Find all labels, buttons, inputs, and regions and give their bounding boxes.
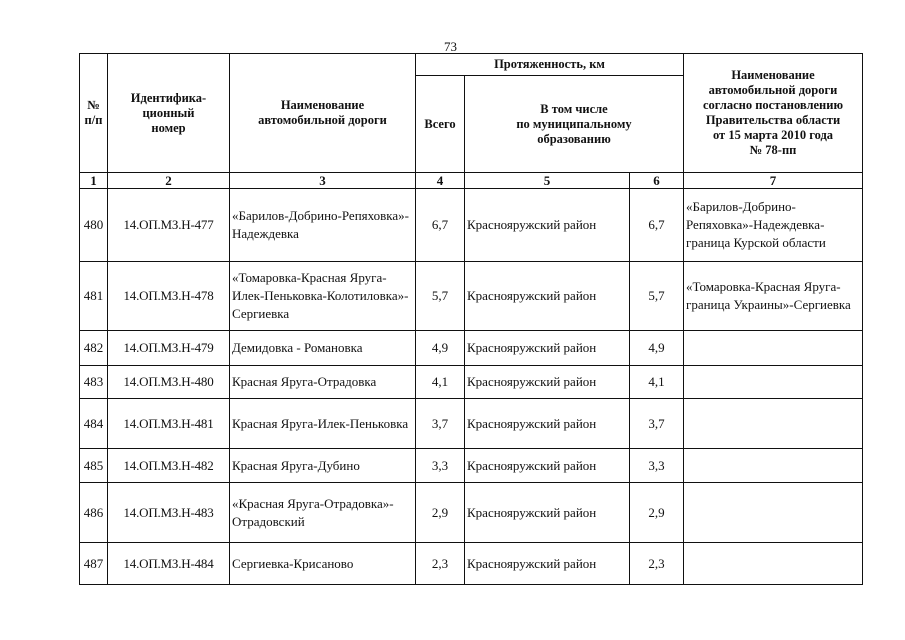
road-ident: 14.ОП.МЗ.Н-479 (108, 331, 230, 366)
header-num: № п/п (80, 54, 108, 173)
road-name: Красная Яруга-Отрадовка (230, 366, 416, 399)
decree-road-name (684, 449, 863, 483)
column-number: 2 (108, 173, 230, 189)
district-length: 6,7 (630, 189, 684, 262)
header-municipal: В том числе по муниципальному образованию (465, 76, 684, 173)
header-decree-name: Наименование автомобильной дороги согласно постановлению Правительства области от 15 марта 2010 года № 78-пп (684, 54, 863, 173)
length-total: 5,7 (416, 262, 465, 331)
district-name: Краснояружский район (465, 483, 630, 543)
decree-road-name (684, 399, 863, 449)
header-total: Всего (416, 76, 465, 173)
row-number: 486 (80, 483, 108, 543)
road-ident: 14.ОП.МЗ.Н-482 (108, 449, 230, 483)
column-numbers-row (80, 173, 863, 189)
length-total: 2,3 (416, 543, 465, 585)
column-number: 7 (684, 173, 863, 189)
district-length: 3,3 (630, 449, 684, 483)
decree-road-name: «Томаровка-Красная Яруга-граница Украины»-Сергиевка (684, 262, 863, 331)
district-length: 4,9 (630, 331, 684, 366)
length-total: 3,3 (416, 449, 465, 483)
length-total: 2,9 (416, 483, 465, 543)
road-ident: 14.ОП.МЗ.Н-483 (108, 483, 230, 543)
table-row (80, 449, 863, 483)
road-ident: 14.ОП.МЗ.Н-480 (108, 366, 230, 399)
table-row (80, 262, 863, 331)
decree-road-name (684, 543, 863, 585)
road-name: Красная Яруга-Илек-Пеньковка (230, 399, 416, 449)
road-name: Сергиевка-Крисаново (230, 543, 416, 585)
row-number: 482 (80, 331, 108, 366)
column-number: 5 (465, 173, 630, 189)
district-name: Краснояружский район (465, 262, 630, 331)
row-number: 480 (80, 189, 108, 262)
road-name: Демидовка - Романовка (230, 331, 416, 366)
district-name: Краснояружский район (465, 331, 630, 366)
page-number: 73 (444, 39, 457, 54)
district-length: 3,7 (630, 399, 684, 449)
column-number: 1 (80, 173, 108, 189)
district-length: 2,9 (630, 483, 684, 543)
length-total: 4,1 (416, 366, 465, 399)
road-name: «Барилов-Добрино-Репяховка»-Надеждевка (230, 189, 416, 262)
district-length: 5,7 (630, 262, 684, 331)
table-body (80, 189, 863, 585)
district-name: Краснояружский район (465, 366, 630, 399)
road-ident: 14.ОП.МЗ.Н-477 (108, 189, 230, 262)
road-ident: 14.ОП.МЗ.Н-484 (108, 543, 230, 585)
road-name: «Красная Яруга-Отрадовка»-Отрадовский (230, 483, 416, 543)
header-road-name: Наименование автомобильной дороги (230, 54, 416, 173)
decree-road-name: «Барилов-Добрино-Репяховка»-Надеждевка-граница Курской области (684, 189, 863, 262)
road-ident: 14.ОП.МЗ.Н-478 (108, 262, 230, 331)
table-row (80, 366, 863, 399)
row-number: 484 (80, 399, 108, 449)
row-number: 483 (80, 366, 108, 399)
decree-road-name (684, 331, 863, 366)
column-number: 3 (230, 173, 416, 189)
length-total: 4,9 (416, 331, 465, 366)
table-row (80, 331, 863, 366)
road-name: «Томаровка-Красная Яруга-Илек-Пеньковка-Колотиловка»-Сергиевка (230, 262, 416, 331)
table-row (80, 189, 863, 262)
decree-road-name (684, 483, 863, 543)
row-number: 485 (80, 449, 108, 483)
column-number: 4 (416, 173, 465, 189)
header-length-group: Протяженность, км (416, 54, 684, 76)
district-name: Краснояружский район (465, 189, 630, 262)
district-length: 2,3 (630, 543, 684, 585)
district-length: 4,1 (630, 366, 684, 399)
column-number: 6 (630, 173, 684, 189)
road-ident: 14.ОП.МЗ.Н-481 (108, 399, 230, 449)
road-name: Красная Яруга-Дубино (230, 449, 416, 483)
table-row (80, 543, 863, 585)
row-number: 487 (80, 543, 108, 585)
decree-road-name (684, 366, 863, 399)
table-header (80, 54, 863, 189)
district-name: Краснояружский район (465, 449, 630, 483)
length-total: 3,7 (416, 399, 465, 449)
roads-table (79, 53, 863, 585)
district-name: Краснояружский район (465, 543, 630, 585)
length-total: 6,7 (416, 189, 465, 262)
district-name: Краснояружский район (465, 399, 630, 449)
header-ident: Идентифика- ционный номер (108, 54, 230, 173)
table-row (80, 483, 863, 543)
table-row (80, 399, 863, 449)
row-number: 481 (80, 262, 108, 331)
